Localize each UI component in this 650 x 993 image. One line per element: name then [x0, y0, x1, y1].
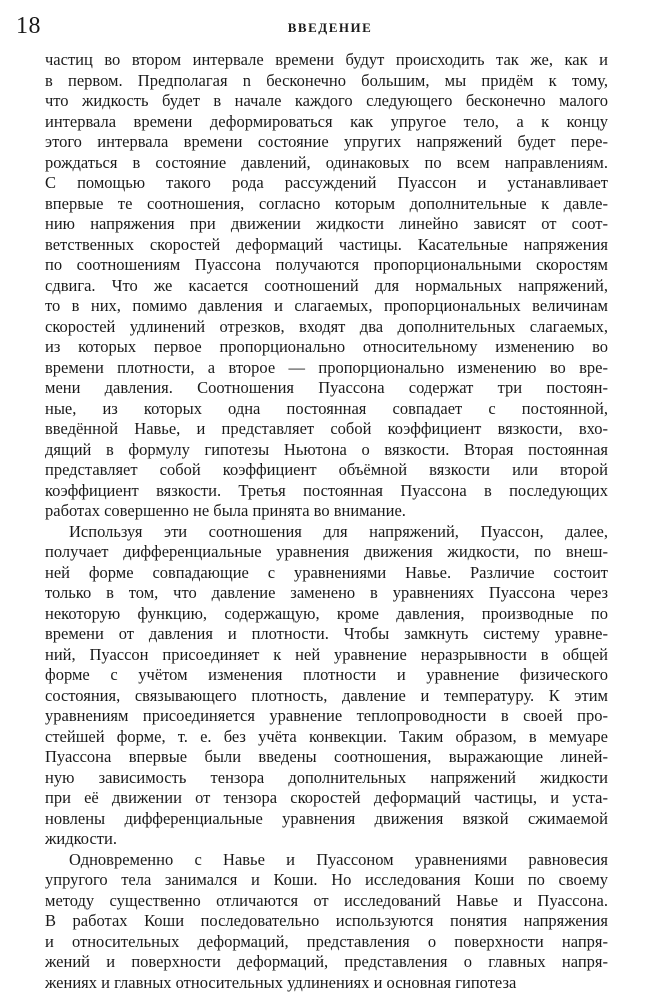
body-text [45, 50, 608, 993]
text-line: жидкости. [45, 829, 608, 850]
text-line: методу существенно отличаются от исследований Навье и Пуассона. [45, 891, 608, 912]
text-line: в первом. Предполагая n бесконечно большим, мы придём к тому, [45, 71, 608, 92]
text-line: по соотношениям Пуассона получаются пропорциональными скоростям [45, 255, 608, 276]
paragraph [45, 522, 608, 850]
text-line: мени давления. Соотношения Пуассона содержат три постоян- [45, 378, 608, 399]
text-line: рождаться в состояние давлений, одинаковых по всем направлениям. [45, 153, 608, 174]
text-line: и относительных деформаций, представления о поверхности напря- [45, 932, 608, 953]
text-line: коэффициент вязкости. Третья постоянная Пуассона в последующих [45, 481, 608, 502]
text-line: введённой Навье, и представляет собой коэффициент вязкости, вхо- [45, 419, 608, 440]
text-line: некоторую функцию, содержащую, кроме давления, производные по [45, 604, 608, 625]
text-line: времени от давления и плотности. Чтобы замкнуть систему уравне- [45, 624, 608, 645]
text-line: новлены дифференциальные уравнения движения вязкой сжимаемой [45, 809, 608, 830]
text-line: представляет собой коэффициент объёмной вязкости или второй [45, 460, 608, 481]
text-line: С помощью такого рода рассуждений Пуассон и устанавливает [45, 173, 608, 194]
text-line: времени плотности, а второе — пропорционально изменению во вре- [45, 358, 608, 379]
text-line: состояния, связывающего плотность, давление и температуру. К этим [45, 686, 608, 707]
text-line: из которых первое пропорционально относительному изменению во [45, 337, 608, 358]
text-line: уравнениям присоединяется уравнение теплопроводности в своей про- [45, 706, 608, 727]
text-line: стейшей форме, т. е. без учёта конвекции. Таким образом, в мемуаре [45, 727, 608, 748]
page-number: 18 [16, 14, 41, 38]
text-line: нию напряжения при движении жидкости линейно зависят от соот- [45, 214, 608, 235]
paragraph [45, 850, 608, 993]
text-line: жений и поверхности деформаций, представления о главных напря- [45, 952, 608, 973]
text-line: ветственных скоростей деформаций частицы. Касательные напряжения [45, 235, 608, 256]
running-head: ВВЕДЕНИЕ [0, 20, 650, 35]
text-line: получает дифференциальные уравнения движения жидкости, по внеш- [45, 542, 608, 563]
text-line: интервала времени деформироваться как упругое тело, а к концу [45, 112, 608, 133]
text-line: ную зависимость тензора дополнительных напряжений жидкости [45, 768, 608, 789]
text-line: ные, из которых одна постоянная совпадает с постоянной, [45, 399, 608, 420]
text-line: этого интервала времени состояние упругих напряжений будет пере- [45, 132, 608, 153]
text-line: Пуассона впервые были введены соотношения, выражающие линей- [45, 747, 608, 768]
text-line: работах совершенно не была принята во внимание. [45, 501, 608, 522]
text-line: ний, Пуассон присоединяет к ней уравнение неразрывности в общей [45, 645, 608, 666]
text-line: форме с учётом изменения плотности и уравнение физического [45, 665, 608, 686]
text-line: скоростей удлинений отрезков, входят два дополнительных слагаемых, [45, 317, 608, 338]
text-line: Используя эти соотношения для напряжений, Пуассон, далее, [45, 522, 608, 543]
text-line: то в них, помимо давления и слагаемых, пропорциональных величинам [45, 296, 608, 317]
text-line: дящий в формулу гипотезы Ньютона о вязкости. Вторая постоянная [45, 440, 608, 461]
text-line: только в том, что давление заменено в уравнениях Пуассона через [45, 583, 608, 604]
text-line: упругого тела занимался и Коши. Но исследования Коши по своему [45, 870, 608, 891]
text-line: впервые те соотношения, согласно которым дополнительные к давле- [45, 194, 608, 215]
text-line: при её движении от тензора скоростей деформаций частицы, и уста- [45, 788, 608, 809]
text-line: Одновременно с Навье и Пуассоном уравнениями равновесия [45, 850, 608, 871]
paragraph [45, 50, 608, 522]
text-line: жениях и главных относительных удлинениях и основная гипотеза [45, 973, 608, 993]
text-line: ней форме совпадающие с уравнениями Навье. Различие состоит [45, 563, 608, 584]
text-line: сдвига. Что же касается соотношений для нормальных напряжений, [45, 276, 608, 297]
text-line: частиц во втором интервале времени будут происходить так же, как и [45, 50, 608, 71]
text-line: что жидкость будет в начале каждого следующего бесконечно малого [45, 91, 608, 112]
text-line: В работах Коши последовательно используются понятия напряжения [45, 911, 608, 932]
